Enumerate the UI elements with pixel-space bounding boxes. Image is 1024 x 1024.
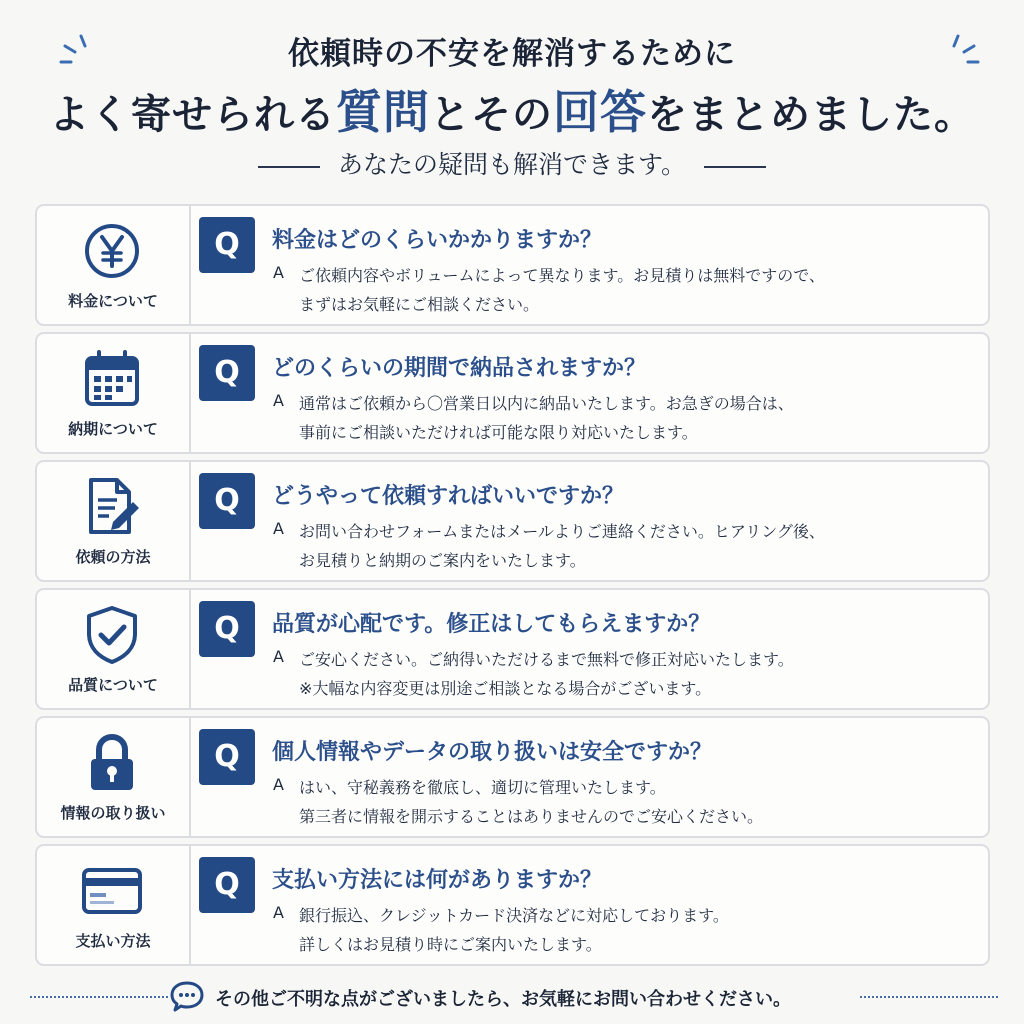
yen-icon — [81, 220, 143, 282]
faq-item-pricing — [35, 204, 990, 326]
faq-category-label: 料金について — [68, 292, 158, 310]
faq-category-panel — [37, 718, 191, 836]
page-header — [0, 0, 1024, 200]
answer-text-line1: お問い合わせフォームまたはメールよりご連絡ください。ヒアリング後、 — [299, 522, 825, 541]
chat-bubble-icon — [170, 980, 204, 1012]
faq-category-panel — [37, 334, 191, 452]
title-text-b: とその — [430, 91, 553, 138]
answer-text-line2: お見積りと納期のご案内をいたします。 — [299, 551, 586, 570]
answer-text-line2: 詳しくはお見積り時にご案内いたします。 — [299, 935, 602, 954]
answer-badge: A — [273, 263, 284, 282]
answer-text-line2: 事前にご相談いただければ可能な限り対応いたします。 — [299, 423, 698, 442]
faq-category-label: 情報の取り扱い — [60, 804, 166, 822]
footer-left-dotted-rule — [30, 996, 168, 998]
answer-badge: A — [273, 903, 284, 922]
faq-category-label: 依頼の方法 — [75, 548, 151, 566]
title-highlight-question: 質問 — [336, 85, 430, 139]
question-text: 個人情報やデータの取り扱いは安全ですか？ — [272, 740, 713, 765]
title-text-c: をまとめました。 — [647, 91, 975, 138]
faq-category-label: 支払い方法 — [75, 932, 151, 950]
faq-category-label: 品質について — [68, 676, 158, 694]
subtitle-text: あなたの疑問も解消できます。 — [337, 150, 686, 179]
subtitle-left-rule — [258, 166, 320, 168]
question-text: どのくらいの期間で納品されますか？ — [272, 356, 647, 381]
faq-item-privacy — [35, 716, 990, 838]
faq-category-panel — [37, 846, 191, 964]
answer-text-line2: まずはお気軽にご相談ください。 — [299, 295, 540, 314]
question-badge: Q — [199, 601, 255, 657]
answer-text-line1: はい、守秘義務を徹底し、適切に管理いたします。 — [299, 778, 666, 797]
page-footer — [0, 980, 1024, 1016]
faq-category-panel — [37, 206, 191, 324]
faq-item-how-to-order — [35, 460, 990, 582]
subtitle-right-rule — [704, 166, 766, 168]
faq-item-delivery — [35, 332, 990, 454]
page-subtitle — [0, 145, 1024, 181]
question-text: 支払い方法には何がありますか？ — [272, 868, 603, 893]
faq-item-payment — [35, 844, 990, 966]
faq-item-quality — [35, 588, 990, 710]
calendar-icon — [81, 348, 143, 410]
answer-badge: A — [273, 647, 284, 666]
credit-card-icon — [73, 860, 151, 922]
document-pen-icon — [81, 476, 143, 538]
answer-badge: A — [273, 775, 284, 794]
faq-category-label: 納期について — [68, 420, 158, 438]
title-text-a: よく寄せられる — [49, 91, 336, 138]
answer-text-line1: 銀行振込、クレジットカード決済などに対応しております。 — [299, 906, 729, 925]
question-badge: Q — [199, 857, 255, 913]
page-title-line2 — [0, 76, 1024, 142]
question-text: 品質が心配です。修正はしてもらえますか？ — [272, 612, 711, 637]
page-title-line1: 依頼時の不安を解消するために — [288, 36, 736, 72]
answer-badge: A — [273, 519, 284, 538]
title-highlight-answer: 回答 — [553, 85, 647, 139]
footer-right-dotted-rule — [860, 996, 998, 998]
answer-text-line2: 第三者に情報を開示することはありませんのでご安心ください。 — [299, 807, 764, 826]
lock-icon — [81, 732, 143, 794]
answer-text-line1: ご安心ください。ご納得いただけるまで無料で修正対応いたします。 — [299, 650, 794, 669]
answer-text-line1: ご依頼内容やボリュームによって異なります。お見積りは無料ですので、 — [299, 266, 825, 285]
answer-text-line2: ※大幅な内容変更は別途ご相談となる場合がございます。 — [299, 679, 712, 698]
shield-check-icon — [81, 604, 143, 666]
faq-category-panel — [37, 462, 191, 580]
question-badge: Q — [199, 729, 255, 785]
question-badge: Q — [199, 473, 255, 529]
answer-text-line1: 通常はご依頼から〇営業日以内に納品いたします。お急ぎの場合は、 — [299, 394, 794, 413]
footer-contact-text: その他ご不明な点がございましたら、お気軽にお問い合わせください。 — [215, 989, 791, 1010]
question-text: 料金はどのくらいかかりますか？ — [272, 228, 603, 253]
faq-category-panel — [37, 590, 191, 708]
question-badge: Q — [199, 345, 255, 401]
question-text: どうやって依頼すればいいですか？ — [272, 484, 625, 509]
question-badge: Q — [199, 217, 255, 273]
answer-badge: A — [273, 391, 284, 410]
